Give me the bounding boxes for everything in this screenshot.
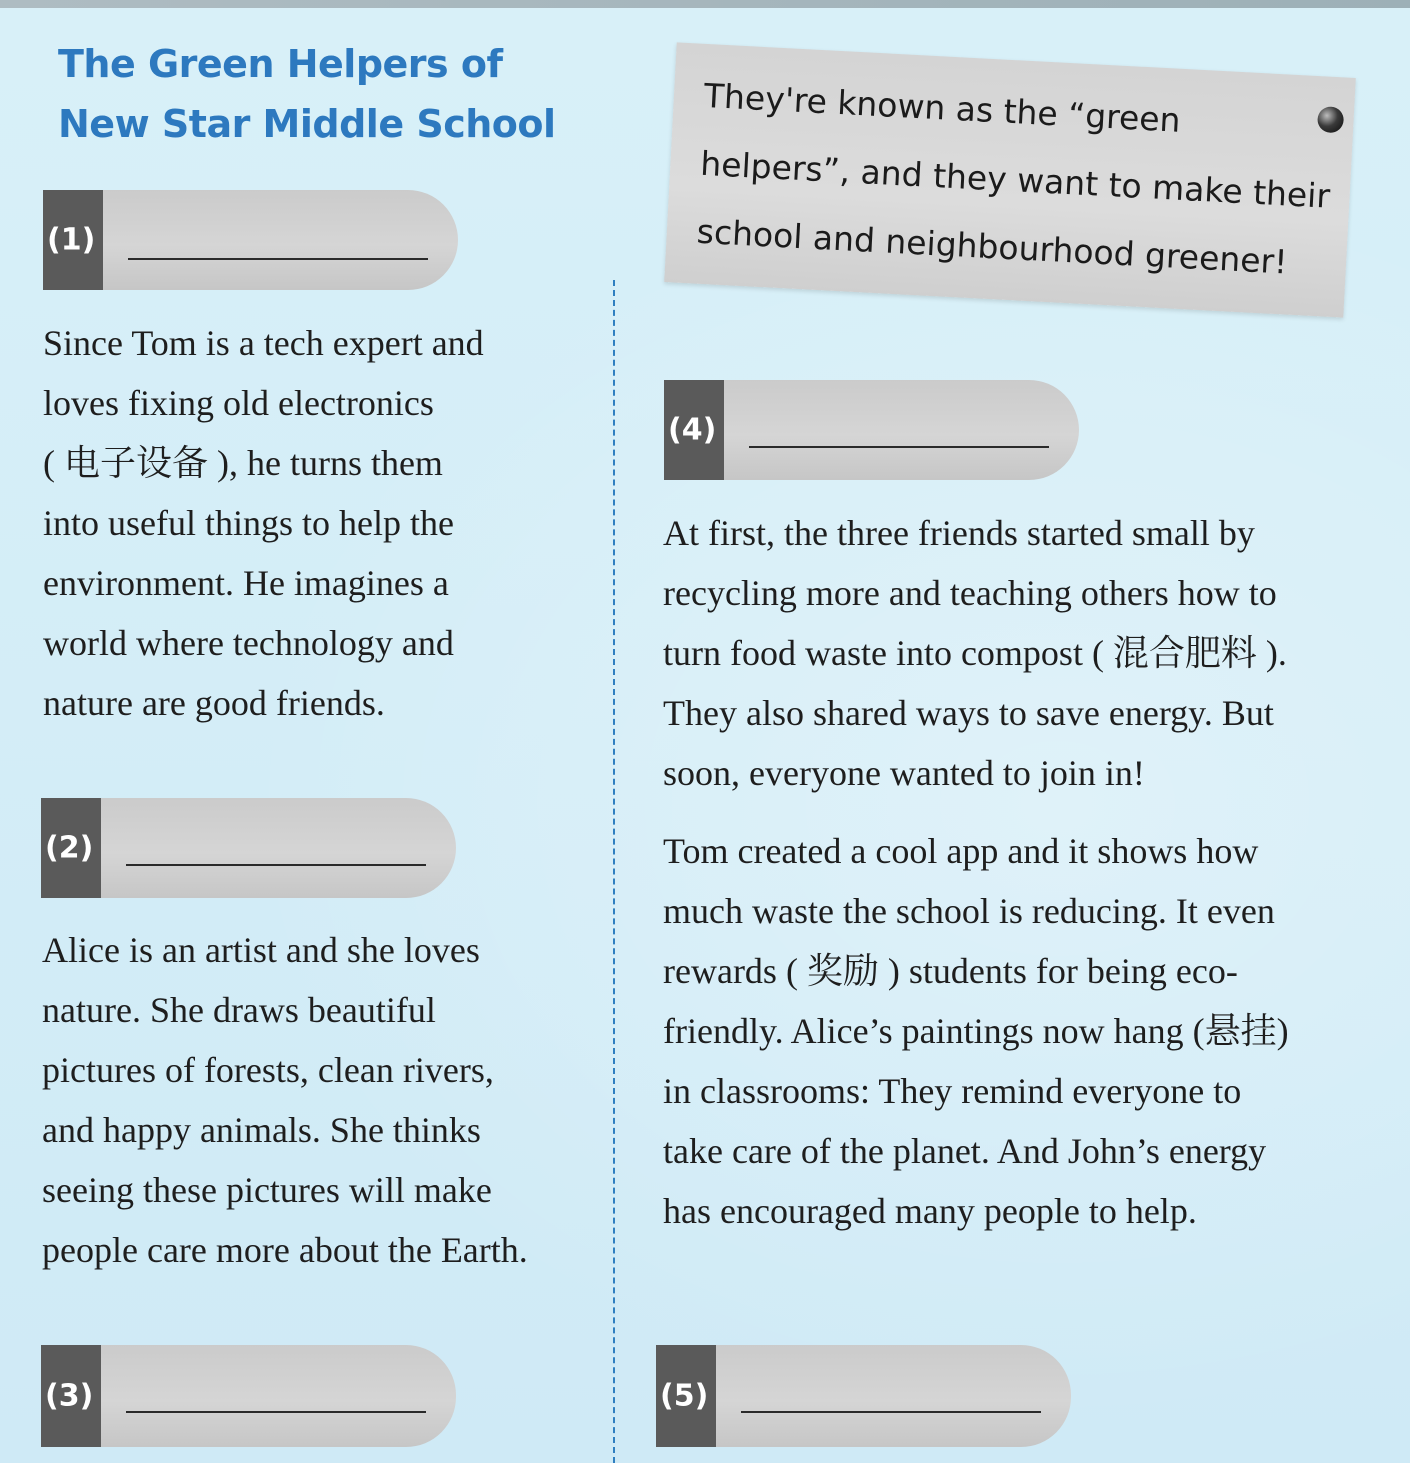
tom-line-6: world where technology and: [43, 623, 454, 663]
title-line-1: The Green Helpers of: [58, 42, 503, 86]
note-text: [695, 62, 1335, 299]
tom-paragraph: [43, 313, 484, 733]
heading-2-bar: [41, 798, 456, 898]
heading-1-number: (1): [47, 222, 96, 258]
heading-3-number: (3): [45, 1378, 94, 1414]
heading-2-number: (2): [45, 830, 94, 866]
start-paragraph: [663, 503, 1287, 803]
results-line-1: Tom created a cool app and it shows how: [663, 831, 1259, 871]
note-line-2: helpers”, and they want to make their: [699, 143, 1331, 216]
heading-2-blank[interactable]: [126, 864, 426, 866]
results-line-5: in classrooms: They remind everyone to: [663, 1071, 1242, 1111]
start-line-5: soon, everyone wanted to join in!: [663, 753, 1145, 793]
heading-1-blank[interactable]: [128, 258, 428, 260]
alice-line-5: seeing these pictures will make: [42, 1170, 492, 1210]
pushpin-icon: [1317, 106, 1344, 133]
alice-line-6: people care more about the Earth.: [42, 1230, 528, 1270]
start-line-1: At first, the three friends started small by: [663, 513, 1255, 553]
results-line-6: take care of the planet. And John’s energy: [663, 1131, 1267, 1171]
page-title: [58, 34, 556, 154]
tom-line-5: environment. He imagines a: [43, 563, 449, 603]
alice-line-3: pictures of forests, clean rivers,: [42, 1050, 494, 1090]
results-line-3: rewards ( 奖励 ) students for being eco-: [663, 951, 1238, 991]
heading-5-blank[interactable]: [741, 1411, 1041, 1413]
note-line-1: They're known as the “green: [702, 75, 1182, 140]
column-divider: [613, 280, 615, 1463]
tom-line-1: Since Tom is a tech expert and: [43, 323, 484, 363]
heading-3-bar: [41, 1345, 456, 1447]
note-line-3: school and neighbourhood greener!: [695, 211, 1289, 282]
results-line-4: friendly. Alice’s paintings now hang (悬挂): [663, 1011, 1289, 1051]
start-line-3: turn food waste into compost ( 混合肥料 ).: [663, 633, 1287, 673]
heading-4-number: (4): [668, 412, 717, 448]
results-line-2: much waste the school is reducing. It even: [663, 891, 1275, 931]
alice-line-4: and happy animals. She thinks: [42, 1110, 481, 1150]
title-line-2: New Star Middle School: [58, 102, 556, 146]
heading-1-bar: [43, 190, 458, 290]
alice-paragraph: [42, 920, 528, 1280]
heading-5-number: (5): [660, 1378, 709, 1414]
heading-5-bar: [656, 1345, 1071, 1447]
tom-line-4: into useful things to help the: [43, 503, 454, 543]
start-line-4: They also shared ways to save energy. But: [663, 693, 1274, 733]
heading-4-bar: [664, 380, 1079, 480]
green-helpers-note-card: [664, 42, 1356, 317]
heading-4-blank[interactable]: [749, 446, 1049, 448]
start-line-2: recycling more and teaching others how to: [663, 573, 1277, 613]
tom-line-2: loves fixing old electronics: [43, 383, 434, 423]
tom-line-3: ( 电子设备 ), he turns them: [43, 443, 443, 483]
tom-line-7: nature are good friends.: [43, 683, 385, 723]
results-line-7: has encouraged many people to help.: [663, 1191, 1197, 1231]
page-top-edge: [0, 0, 1410, 8]
alice-line-2: nature. She draws beautiful: [42, 990, 436, 1030]
heading-3-blank[interactable]: [126, 1411, 426, 1413]
alice-line-1: Alice is an artist and she loves: [42, 930, 480, 970]
results-paragraph: [663, 821, 1289, 1241]
